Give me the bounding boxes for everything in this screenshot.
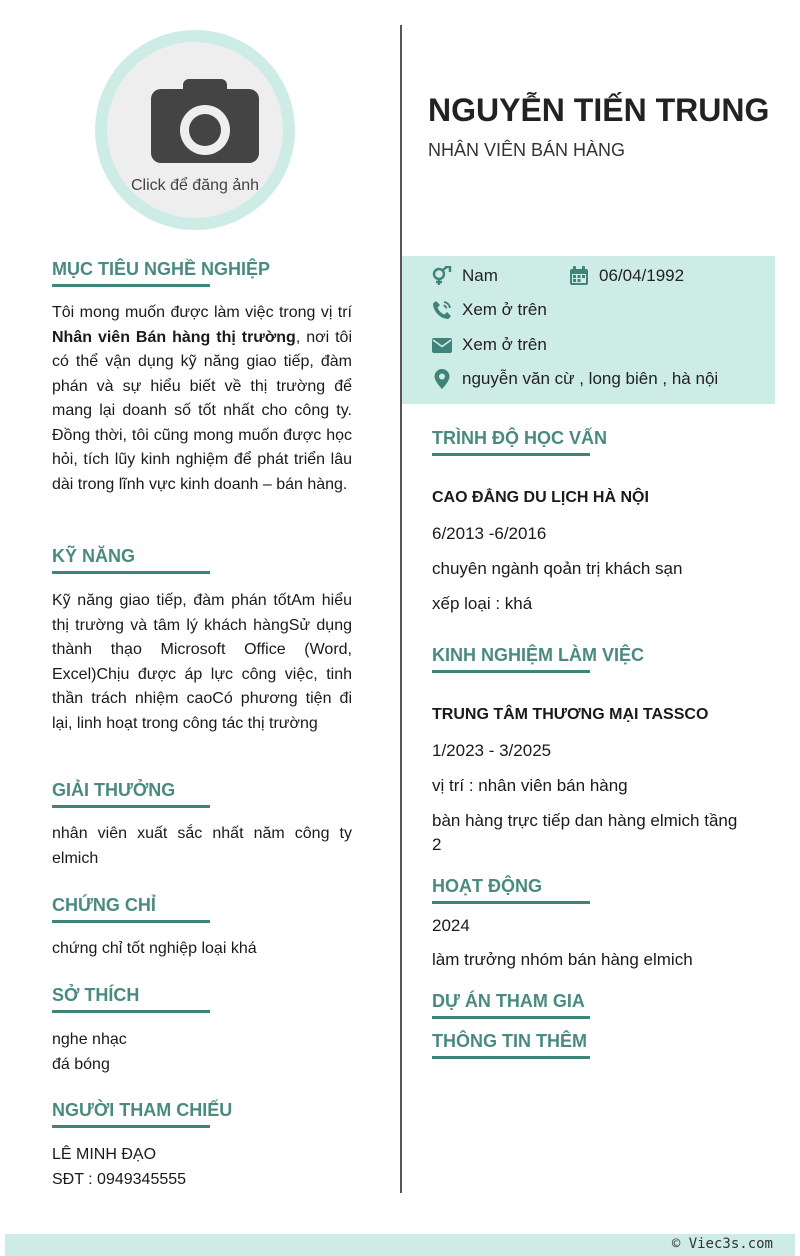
experience-desc: bàn hàng trực tiếp dan hàng elmich tầng 2 xyxy=(432,811,738,854)
certificates-text: chứng chỉ tốt nghiệp loại khá xyxy=(52,940,257,957)
awards-title: GIẢI THƯỞNG xyxy=(52,780,210,808)
awards-text: nhân viên xuất sắc nhất năm công ty elmich xyxy=(52,825,352,867)
objective-text xyxy=(52,301,352,497)
avatar-upload[interactable] xyxy=(95,30,295,230)
avatar-upload-label: Click để đăng ảnh xyxy=(130,177,260,194)
contact-email xyxy=(432,335,547,355)
hobbies-title: SỞ THÍCH xyxy=(52,985,210,1013)
education-grade: xếp loại : khá xyxy=(432,594,533,613)
email-icon xyxy=(432,335,452,355)
objective-text-end: , nơi tôi có thể vận dụng kỹ năng giao tiếp, đàm phán và sự hiểu biết về thị trường để mang lại doanh số tốt nhất cho công ty. Đồng thời, tôi cũng mong muốn được học hỏi, tích lũy kinh nghiệm để phát triển lâu dài trong lĩnh vực kinh doanh – bán hàng. xyxy=(52,328,352,493)
contact-birthday xyxy=(569,266,684,286)
references-title: NGƯỜI THAM CHIẾU xyxy=(52,1100,210,1128)
experience-company: TRUNG TÂM THƯƠNG MẠI TASSCO xyxy=(432,706,709,723)
hobbies-list xyxy=(52,1028,352,1077)
education-major: chuyên ngành qoản trị khách sạn xyxy=(432,559,683,578)
hobby-item: nghe nhạc xyxy=(52,1031,127,1048)
camera-icon xyxy=(151,77,259,171)
experience-title: KINH NGHIỆM LÀM VIỆC xyxy=(432,645,590,673)
activities-desc: làm trưởng nhóm bán hàng elmich xyxy=(432,950,693,969)
references-block xyxy=(52,1143,352,1192)
skills-title: KỸ NĂNG xyxy=(52,546,210,574)
contact-address xyxy=(432,369,718,389)
candidate-position: NHÂN VIÊN BÁN HÀNG xyxy=(428,140,626,160)
contact-phone xyxy=(432,300,547,320)
address-value: nguyễn văn cừ , long biên , hà nội xyxy=(462,369,719,388)
experience-role: vị trí : nhân viên bán hàng xyxy=(432,776,628,795)
footer-credit: © Viec3s.com xyxy=(671,1236,773,1252)
education-title: TRÌNH ĐỘ HỌC VẤN xyxy=(432,428,590,456)
contact-panel xyxy=(402,256,775,404)
column-divider xyxy=(400,25,402,1193)
avatar-placeholder[interactable] xyxy=(107,42,283,218)
gender-value: Nam xyxy=(462,266,498,285)
hobby-item: đá bóng xyxy=(52,1055,110,1073)
birthday-value: 06/04/1992 xyxy=(599,266,685,285)
education-period: 6/2013 -6/2016 xyxy=(432,524,547,543)
contact-gender xyxy=(432,266,498,286)
skills-text: Kỹ năng giao tiếp, đàm phán tốtAm hiểu thị trường và tâm lý khách hàngSử dụng thành thạo Microsoft Office (Word, Excel)Chịu được áp lực công việc, tinh thần trách nhiệm caoCó phương tiện đi lại, linh hoạt trong công tác thị trường xyxy=(52,592,352,732)
gender-icon xyxy=(432,266,452,286)
reference-name: LÊ MINH ĐẠO xyxy=(52,1146,157,1163)
calendar-icon xyxy=(569,266,589,286)
objective-text-bold: Nhân viên Bán hàng thị trường xyxy=(52,328,296,346)
location-pin-icon xyxy=(432,369,452,389)
experience-period: 1/2023 - 3/2025 xyxy=(432,741,552,760)
projects-title: DỰ ÁN THAM GIA xyxy=(432,991,590,1019)
education-school: CAO ĐẲNG DU LỊCH HÀ NỘI xyxy=(432,489,649,506)
candidate-name: NGUYỄN TIẾN TRUNG xyxy=(428,92,770,128)
phone-value: Xem ở trên xyxy=(462,300,547,319)
reference-phone: SĐT : 0949345555 xyxy=(52,1170,187,1188)
objective-text-start: Tôi mong muốn được làm việc trong vị trí xyxy=(52,304,352,321)
objective-title: MỤC TIÊU NGHỀ NGHIỆP xyxy=(52,259,210,287)
certificates-title: CHỨNG CHỈ xyxy=(52,895,210,923)
activities-title: HOẠT ĐỘNG xyxy=(432,876,590,904)
additional-info-title: THÔNG TIN THÊM xyxy=(432,1031,590,1059)
email-value: Xem ở trên xyxy=(462,335,547,354)
phone-icon xyxy=(432,300,452,320)
activities-year: 2024 xyxy=(432,916,470,935)
footer-bar xyxy=(5,1234,795,1256)
